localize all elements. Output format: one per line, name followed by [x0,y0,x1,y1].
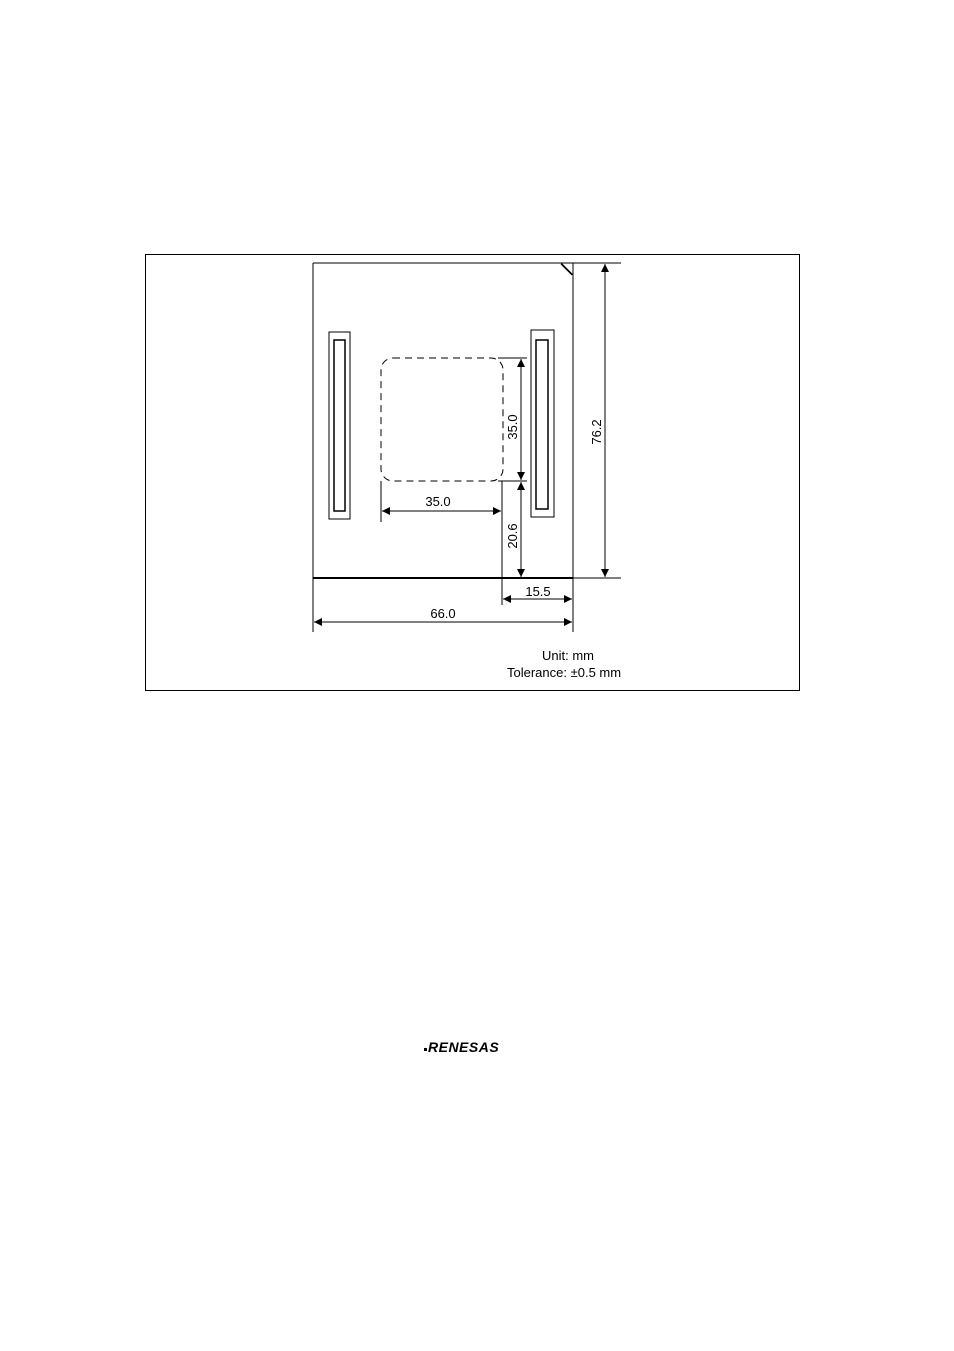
dim-board-width [314,606,572,622]
pin1-corner-mark [561,263,573,275]
dim-socket-offset-right-label: 15.5 [525,584,551,599]
dim-socket-width [382,494,501,511]
right-connector [531,330,554,517]
socket-outline [381,358,503,481]
dim-socket-offset-bottom-label: 20.6 [505,523,520,549]
dim-socket-offset-right [503,584,572,599]
dim-socket-height [505,359,521,480]
dim-board-height-label: 76.2 [589,419,604,445]
dim-socket-offset-bottom [505,482,521,577]
extension-lines [313,263,621,632]
tolerance-note: Tolerance: ±0.5 mm [507,665,622,680]
dim-board-width-label: 66.0 [430,606,456,621]
dim-board-height [589,264,605,577]
dim-socket-height-label: 35.0 [505,414,520,440]
unit-note: Unit: mm [542,648,594,663]
left-connector [329,332,350,519]
renesas-logo-text: RENESAS [428,1039,500,1055]
dim-socket-width-label: 35.0 [425,494,451,509]
renesas-logo [424,1038,524,1056]
